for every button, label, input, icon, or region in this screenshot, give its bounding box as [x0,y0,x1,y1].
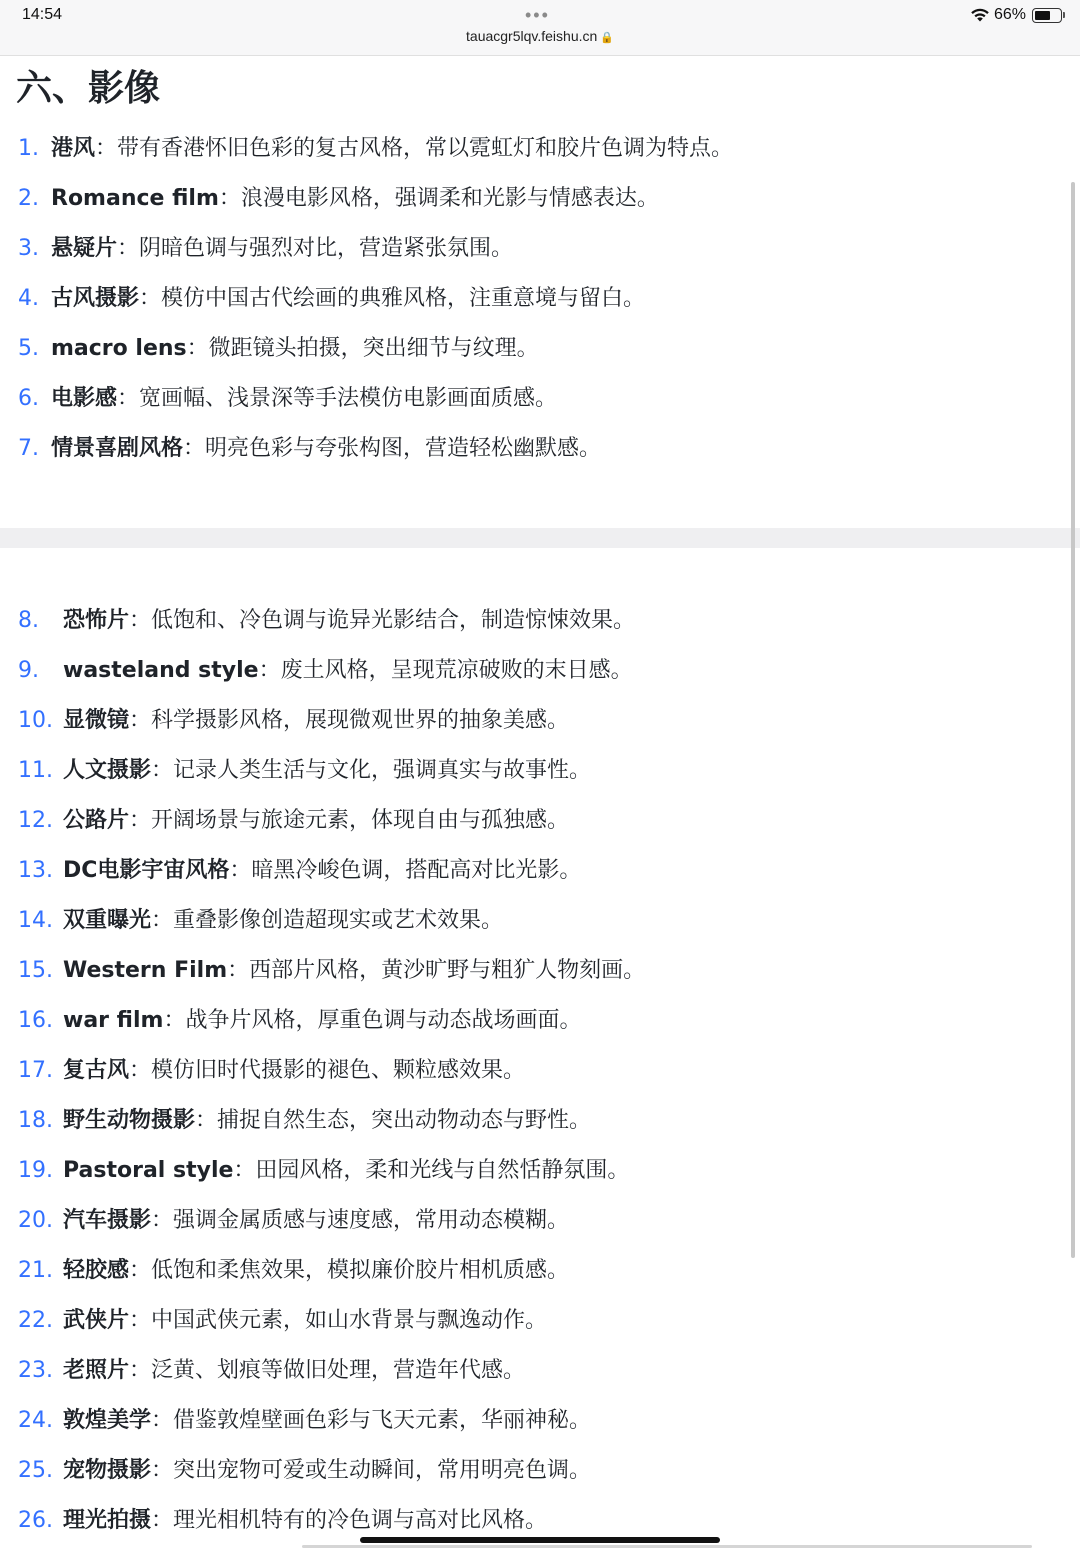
wifi-icon [970,8,990,22]
list-item-term: 轻胶感 [63,1258,130,1283]
list-item-term: 老照片 [63,1358,130,1383]
list-item-number: 6. [18,386,39,411]
style-list-part-2 [0,596,1060,1546]
list-item-term: 公路片 [63,808,130,833]
list-item-term: 武侠片 [63,1308,130,1333]
list-item-number: 5. [18,336,39,361]
list-item [0,324,1060,374]
list-item [0,596,1060,646]
list-item [0,1246,1060,1296]
address-bar[interactable] [0,28,1080,44]
list-item-description: ：开阔场景与旅途元素，体现自由与孤独感。 [129,808,570,833]
list-item-term: 理光拍摄 [63,1508,152,1533]
list-item-description: ：微距镜头拍摄，突出细节与纹理。 [186,336,539,361]
more-dots-icon[interactable]: ••• [525,5,550,25]
list-item-number: 2. [18,186,39,211]
list-item-description: ：记录人类生活与文化，强调真实与故事性。 [151,758,592,783]
list-item [0,796,1060,846]
list-item [0,424,1060,474]
list-item-number: 12. [18,808,53,833]
list-item-term: 敦煌美学 [63,1408,152,1433]
list-item-description: ：战争片风格，厚重色调与动态战场画面。 [163,1008,582,1033]
list-item-number: 18. [18,1108,53,1133]
list-item-number: 11. [18,758,53,783]
list-item-number: 23. [18,1358,53,1383]
section-title: 六、影像 [16,68,161,109]
list-item-description: ：模仿旧时代摄影的褪色、颗粒感效果。 [129,1058,526,1083]
list-item-term: war film [63,1008,164,1033]
list-item [0,996,1060,1046]
battery-percent: 66% [993,6,1026,23]
list-item-description: ：重叠影像创造超现实或艺术效果。 [151,908,504,933]
status-indicators [970,6,1062,24]
list-item-term: 电影感 [51,386,118,411]
list-item-term: 恐怖片 [63,608,130,633]
list-item-description: ：低饱和柔焦效果，模拟廉价胶片相机质感。 [129,1258,570,1283]
list-item-term: DC电影宇宙风格 [63,858,230,883]
browser-status-bar [0,0,1080,56]
list-item-description: ：泛黄、划痕等做旧处理，营造年代感。 [129,1358,526,1383]
list-item [0,846,1060,896]
list-item-term: 港风 [51,136,96,161]
list-item-number: 26. [18,1508,53,1533]
list-item-number: 17. [18,1058,53,1083]
list-item [0,896,1060,946]
list-item-number: 9. [18,658,39,683]
list-item-term: 古风摄影 [51,286,140,311]
list-item-term: wasteland style [63,658,259,683]
list-item [0,1146,1060,1196]
list-item-number: 1. [18,136,39,161]
page-divider [0,528,1080,548]
list-item-number: 13. [18,858,53,883]
list-item [0,1296,1060,1346]
list-item-description: ：宽画幅、浅景深等手法模仿电影画面质感。 [117,386,558,411]
list-item-term: 野生动物摄影 [63,1108,196,1133]
list-item-term: macro lens [51,336,187,361]
list-item-term: 宠物摄影 [63,1458,152,1483]
list-item-description: ：模仿中国古代绘画的典雅风格，注重意境与留白。 [139,286,646,311]
list-item-term: Romance film [51,186,219,211]
list-item-number: 22. [18,1308,53,1333]
list-item [0,174,1060,224]
list-item-number: 15. [18,958,53,983]
list-item [0,946,1060,996]
horizontal-scrollbar[interactable] [302,1545,1032,1548]
list-item-description: ：暗黑冷峻色调，搭配高对比光影。 [229,858,582,883]
battery-icon [1032,8,1062,23]
list-item-term: Pastoral style [63,1158,234,1183]
list-item [0,696,1060,746]
list-item [0,1046,1060,1096]
list-item-term: 人文摄影 [63,758,152,783]
list-item [0,124,1060,174]
battery-fill [1035,11,1050,20]
list-item [0,646,1060,696]
list-item-description: ：科学摄影风格，展现微观世界的抽象美感。 [129,708,570,733]
url-text: tauacgr5lqv.feishu.cn [466,28,598,44]
list-item [0,224,1060,274]
list-item [0,1346,1060,1396]
list-item-term: 情景喜剧风格 [51,436,184,461]
list-item [0,1396,1060,1446]
list-item [0,274,1060,324]
list-item-term: 复古风 [63,1058,130,1083]
list-item-number: 7. [18,436,39,461]
lock-icon: 🔒 [600,32,614,44]
list-item-description: ：低饱和、冷色调与诡异光影结合，制造惊悚效果。 [129,608,636,633]
list-item-term: 汽车摄影 [63,1208,152,1233]
list-item-term: 悬疑片 [51,236,118,261]
list-item-description: ：西部片风格，黄沙旷野与粗犷人物刻画。 [227,958,646,983]
list-item-term: Western Film [63,958,228,983]
list-item-description: ：阴暗色调与强烈对比，营造紧张氛围。 [117,236,514,261]
list-item-term: 双重曝光 [63,908,152,933]
list-item-description: ：捕捉自然生态，突出动物动态与野性。 [195,1108,592,1133]
list-item-description: ：中国武侠元素，如山水背景与飘逸动作。 [129,1308,548,1333]
list-item-description: ：借鉴敦煌壁画色彩与飞天元素，华丽神秘。 [151,1408,592,1433]
list-item-number: 21. [18,1258,53,1283]
list-item-description: ：理光相机特有的冷色调与高对比风格。 [151,1508,548,1533]
list-item [0,1096,1060,1146]
list-item-description: ：明亮色彩与夸张构图，营造轻松幽默感。 [183,436,602,461]
list-item-description: ：废土风格，呈现荒凉破败的末日感。 [258,658,633,683]
list-item-number: 16. [18,1008,53,1033]
list-item-number: 3. [18,236,39,261]
list-item-term: 显微镜 [63,708,130,733]
home-indicator[interactable] [360,1537,720,1543]
list-item-number: 24. [18,1408,53,1433]
status-time: 14:54 [22,6,63,23]
list-item-description: ：带有香港怀旧色彩的复古风格，常以霓虹灯和胶片色调为特点。 [95,136,734,161]
list-item-number: 25. [18,1458,53,1483]
list-item-number: 14. [18,908,53,933]
list-item-number: 20. [18,1208,53,1233]
list-item-number: 4. [18,286,39,311]
list-item-description: ：突出宠物可爱或生动瞬间，常用明亮色调。 [151,1458,592,1483]
vertical-scrollbar[interactable] [1071,182,1075,1258]
list-item-number: 19. [18,1158,53,1183]
list-item [0,746,1060,796]
list-item-description: ：浪漫电影风格，强调柔和光影与情感表达。 [218,186,659,211]
list-item-description: ：强调金属质感与速度感，常用动态模糊。 [151,1208,570,1233]
list-item-description: ：田园风格，柔和光线与自然恬静氛围。 [233,1158,630,1183]
list-item [0,1446,1060,1496]
list-item-number: 10. [18,708,53,733]
style-list-part-1 [0,124,1060,474]
list-item [0,374,1060,424]
list-item-number: 8. [18,608,39,633]
list-item [0,1196,1060,1246]
